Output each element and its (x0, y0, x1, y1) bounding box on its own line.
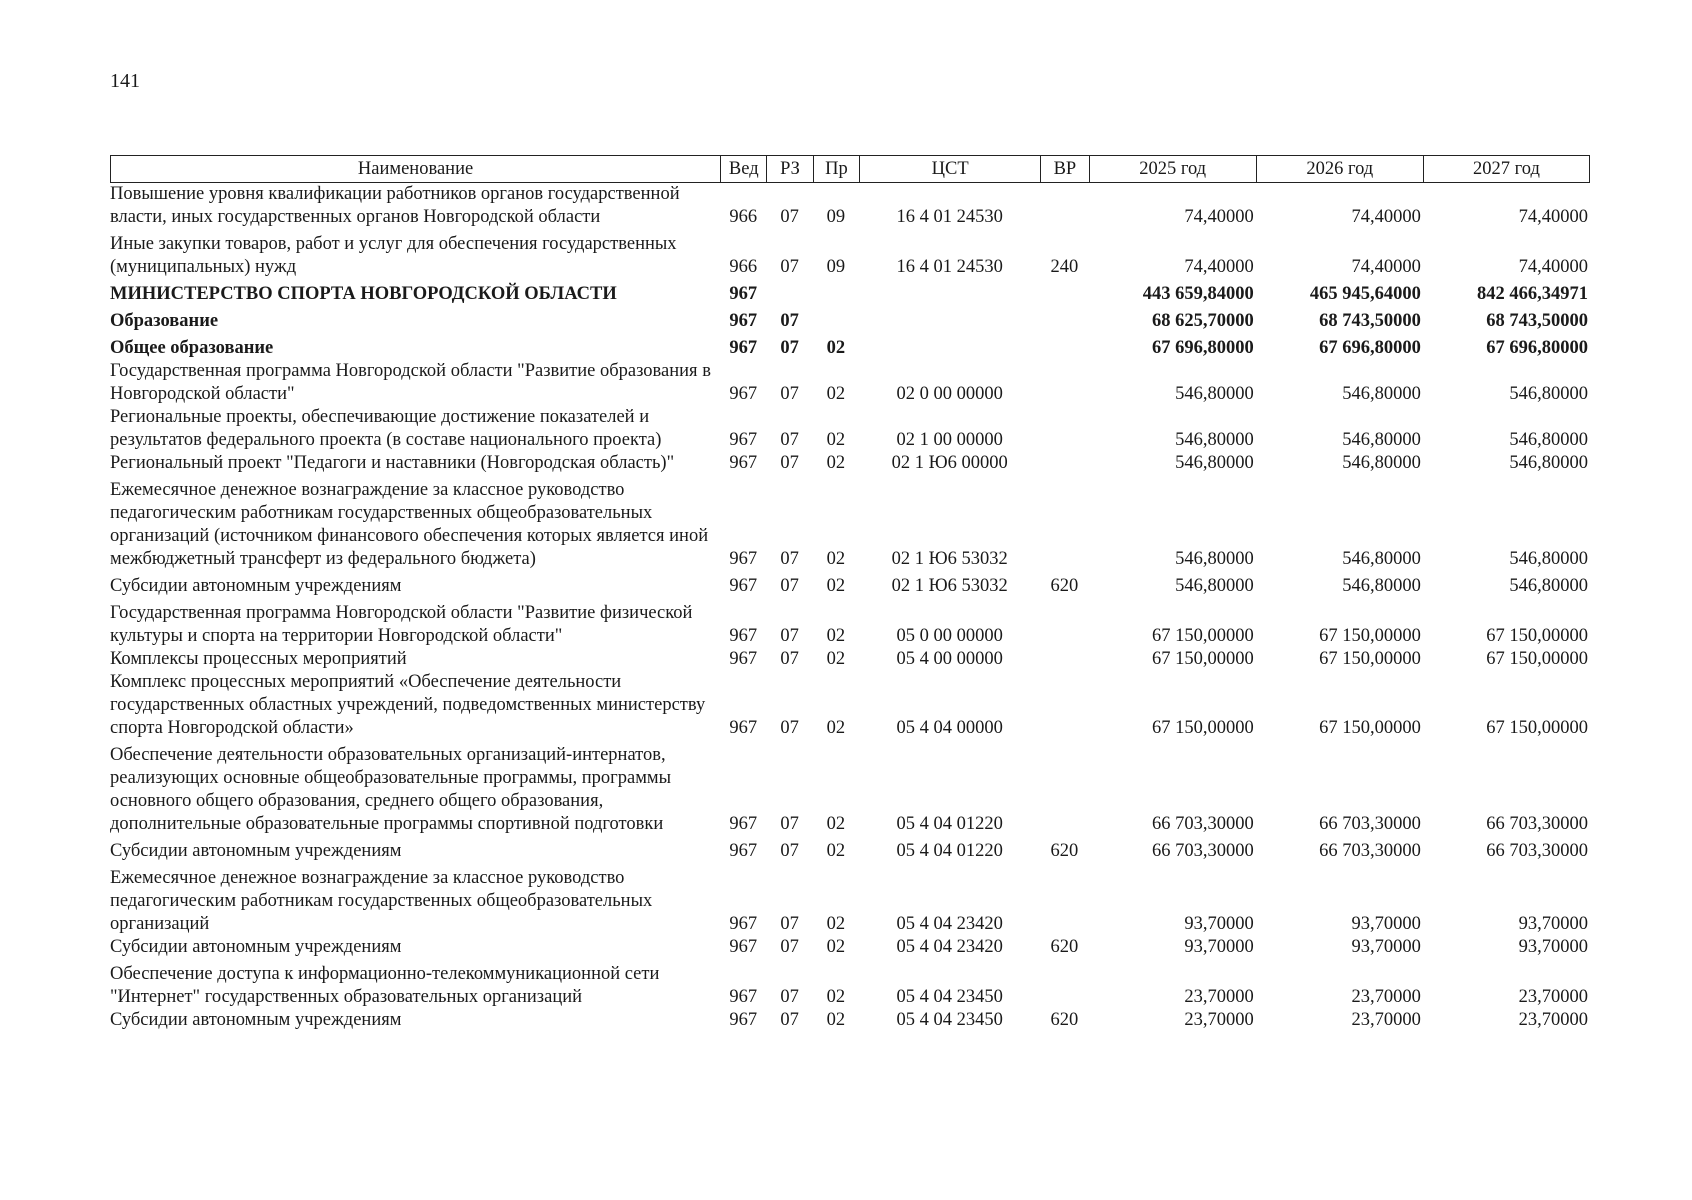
row-cst: 02 0 00 00000 (896, 384, 1003, 404)
budget-table (110, 155, 1590, 1032)
row-amount-2027: 23,70000 (1518, 1010, 1588, 1030)
row-amount-2027: 74,40000 (1518, 207, 1588, 227)
row-name: Иные закупки товаров, работ и услуг для обеспечения государственных (муниципальных) нужд (110, 234, 677, 277)
table-row (110, 279, 1590, 306)
row-name: Обеспечение деятельности образовательных организаций-интернатов, реализующих основные общеобразовательные программы, программы основного общего образования, среднего общего образования, дополнительные образовательные программы спортивной подготовки (110, 745, 672, 834)
row-cst: 05 4 04 01220 (896, 814, 1003, 834)
row-name: Обеспечение доступа к информационно-телекоммуникационной сети "Интернет" государственных образовательных организаций (110, 964, 660, 1007)
row-name: Субсидии автономным учреждениям (110, 841, 402, 861)
row-amount-2026: 465 945,64000 (1309, 284, 1421, 304)
row-amount-2026: 67 696,80000 (1319, 338, 1421, 358)
row-rz: 07 (780, 453, 799, 473)
table-row (110, 1009, 1590, 1032)
row-name: Общее образование (110, 338, 274, 358)
row-rz: 07 (780, 841, 799, 861)
row-cst: 02 1 Ю6 53032 (891, 549, 1008, 569)
row-name: Повышение уровня квалификации работников органов государственной власти, иных государственных органов Новгородской области (110, 184, 680, 227)
row-pr: 02 (826, 914, 846, 934)
row-vr (1040, 183, 1088, 229)
row-amount-2026: 74,40000 (1351, 207, 1421, 227)
row-rz: 07 (780, 814, 799, 834)
row-amount-2027: 67 696,80000 (1486, 338, 1588, 358)
table-row (110, 863, 1590, 936)
row-pr: 02 (826, 649, 846, 669)
row-rz: 07 (780, 987, 799, 1007)
row-amount-2026: 93,70000 (1351, 937, 1421, 957)
row-amount-2027: 74,40000 (1518, 257, 1588, 277)
table-row (110, 183, 1590, 229)
row-ved: 967 (729, 626, 758, 646)
row-ved: 967 (729, 914, 758, 934)
row-cst (859, 333, 1040, 360)
row-cst: 05 4 04 00000 (896, 718, 1003, 738)
row-amount-2027: 546,80000 (1509, 576, 1588, 596)
row-cst: 16 4 01 24530 (896, 257, 1003, 277)
row-amount-2027: 68 743,50000 (1486, 311, 1588, 331)
row-vr: 620 (1050, 576, 1079, 596)
row-rz: 07 (780, 207, 799, 227)
row-amount-2027: 23,70000 (1518, 987, 1588, 1007)
row-vr (1040, 959, 1088, 1009)
table-row (110, 306, 1590, 333)
row-ved: 967 (729, 284, 758, 304)
row-ved: 967 (729, 649, 758, 669)
row-ved: 967 (729, 430, 758, 450)
row-amount-2026: 67 150,00000 (1319, 718, 1421, 738)
row-amount-2025: 546,80000 (1175, 576, 1254, 596)
row-vr: 620 (1050, 937, 1079, 957)
header-2027: 2027 год (1423, 155, 1590, 183)
row-pr: 02 (826, 937, 846, 957)
row-amount-2025: 546,80000 (1175, 549, 1254, 569)
row-cst: 05 4 04 23450 (896, 987, 1003, 1007)
row-amount-2025: 68 625,70000 (1151, 311, 1254, 331)
row-name: Образование (110, 311, 219, 331)
row-name: Региональный проект "Педагоги и наставники (Новгородская область)" (110, 453, 675, 473)
row-ved: 966 (729, 207, 758, 227)
row-name: Комплекс процессных мероприятий «Обеспечение деятельности государственных областных учреждений, подведомственных министерству спорта Новгородской области» (110, 672, 706, 738)
row-vr (1040, 740, 1088, 836)
row-vr (1040, 475, 1088, 571)
row-vr (1040, 333, 1088, 360)
row-cst (859, 306, 1040, 333)
row-amount-2026: 93,70000 (1351, 914, 1421, 934)
row-amount-2026: 68 743,50000 (1319, 311, 1421, 331)
row-amount-2026: 23,70000 (1351, 1010, 1421, 1030)
row-amount-2027: 93,70000 (1518, 937, 1588, 957)
row-ved: 967 (729, 987, 758, 1007)
row-amount-2025: 23,70000 (1184, 1010, 1254, 1030)
row-name: Субсидии автономным учреждениям (110, 576, 402, 596)
row-amount-2025: 67 150,00000 (1151, 626, 1254, 646)
row-amount-2025: 67 150,00000 (1151, 718, 1254, 738)
table-row (110, 406, 1590, 452)
row-rz: 07 (780, 257, 799, 277)
row-amount-2025: 67 696,80000 (1151, 338, 1254, 358)
row-vr (1040, 598, 1088, 648)
row-name: Ежемесячное денежное вознаграждение за классное руководство педагогическим работникам государственных общеобразовательных организаций (110, 868, 653, 934)
row-ved: 967 (729, 814, 758, 834)
row-cst: 05 4 00 00000 (896, 649, 1003, 669)
row-amount-2027: 66 703,30000 (1486, 814, 1588, 834)
row-cst: 05 4 04 23420 (896, 937, 1003, 957)
row-rz: 07 (780, 384, 799, 404)
row-pr: 09 (826, 207, 846, 227)
row-rz: 07 (780, 649, 799, 669)
row-pr: 02 (826, 384, 846, 404)
table-row (110, 836, 1590, 863)
row-amount-2025: 546,80000 (1175, 430, 1254, 450)
row-amount-2026: 546,80000 (1342, 453, 1421, 473)
table-row (110, 959, 1590, 1009)
row-vr (1040, 671, 1088, 740)
row-cst: 02 1 Ю6 00000 (891, 453, 1008, 473)
row-amount-2026: 66 703,30000 (1319, 814, 1421, 834)
row-cst: 05 4 04 23420 (896, 914, 1003, 934)
row-amount-2025: 443 659,84000 (1142, 284, 1254, 304)
row-name: Государственная программа Новгородской области "Развитие образования в Новгородской области" (110, 361, 711, 404)
row-vr: 620 (1050, 1010, 1079, 1030)
row-ved: 967 (729, 549, 758, 569)
row-vr (1040, 406, 1088, 452)
row-pr: 02 (826, 814, 846, 834)
row-ved: 967 (729, 718, 758, 738)
row-amount-2025: 66 703,30000 (1151, 814, 1254, 834)
row-pr: 02 (826, 987, 846, 1007)
row-ved: 967 (729, 453, 758, 473)
row-vr (1040, 360, 1088, 406)
header-cst: ЦСТ (859, 155, 1040, 183)
row-name: МИНИСТЕРСТВО СПОРТА НОВГОРОДСКОЙ ОБЛАСТИ (110, 284, 617, 304)
row-amount-2026: 67 150,00000 (1319, 626, 1421, 646)
table-row (110, 598, 1590, 648)
row-amount-2027: 546,80000 (1509, 453, 1588, 473)
row-amount-2027: 67 150,00000 (1486, 718, 1588, 738)
row-pr: 02 (826, 453, 846, 473)
row-cst: 02 1 Ю6 53032 (891, 576, 1008, 596)
row-amount-2026: 66 703,30000 (1319, 841, 1421, 861)
table-header-row (110, 155, 1590, 183)
row-amount-2027: 546,80000 (1509, 430, 1588, 450)
row-vr (1040, 863, 1088, 936)
page-number: 141 (110, 70, 140, 92)
row-amount-2027: 546,80000 (1509, 384, 1588, 404)
row-amount-2025: 23,70000 (1184, 987, 1254, 1007)
table-row (110, 936, 1590, 959)
row-amount-2027: 842 466,34971 (1477, 284, 1588, 304)
row-amount-2025: 74,40000 (1184, 257, 1254, 277)
row-amount-2025: 93,70000 (1184, 937, 1254, 957)
row-pr (813, 306, 859, 333)
row-ved: 967 (729, 576, 758, 596)
row-ved: 967 (729, 338, 758, 358)
row-amount-2027: 93,70000 (1518, 914, 1588, 934)
table-row (110, 360, 1590, 406)
row-vr (1040, 279, 1088, 306)
row-pr: 02 (826, 430, 846, 450)
row-amount-2026: 546,80000 (1342, 549, 1421, 569)
row-cst: 05 4 04 23450 (896, 1010, 1003, 1030)
row-ved: 966 (729, 257, 758, 277)
row-rz: 07 (780, 576, 799, 596)
table-row (110, 740, 1590, 836)
row-pr: 02 (826, 718, 846, 738)
header-name: Наименование (110, 155, 720, 183)
row-amount-2025: 67 150,00000 (1151, 649, 1254, 669)
row-rz: 07 (780, 937, 799, 957)
row-ved: 967 (729, 384, 758, 404)
row-cst: 02 1 00 00000 (896, 430, 1003, 450)
row-rz: 07 (780, 430, 799, 450)
row-rz: 07 (780, 914, 799, 934)
row-pr: 09 (826, 257, 846, 277)
row-ved: 967 (729, 841, 758, 861)
row-pr: 02 (826, 1010, 846, 1030)
row-cst: 16 4 01 24530 (896, 207, 1003, 227)
row-ved: 967 (729, 311, 758, 331)
row-amount-2025: 546,80000 (1175, 453, 1254, 473)
row-amount-2027: 546,80000 (1509, 549, 1588, 569)
row-ved: 967 (729, 1010, 758, 1030)
row-cst (859, 279, 1040, 306)
table-row (110, 475, 1590, 571)
row-name: Субсидии автономным учреждениям (110, 1010, 402, 1030)
row-pr: 02 (826, 338, 846, 358)
row-amount-2026: 546,80000 (1342, 384, 1421, 404)
row-rz: 07 (780, 311, 799, 331)
row-name: Субсидии автономным учреждениям (110, 937, 402, 957)
row-vr (1040, 306, 1088, 333)
row-pr: 02 (826, 576, 846, 596)
row-pr: 02 (826, 626, 846, 646)
row-pr: 02 (826, 841, 846, 861)
table-row (110, 229, 1590, 279)
row-amount-2026: 546,80000 (1342, 576, 1421, 596)
table-row (110, 671, 1590, 740)
row-vr: 240 (1050, 257, 1079, 277)
row-vr (1040, 648, 1088, 671)
row-pr (813, 279, 859, 306)
row-cst: 05 0 00 00000 (896, 626, 1003, 646)
table-body (110, 183, 1590, 1032)
row-vr: 620 (1050, 841, 1079, 861)
header-pr: Пр (813, 155, 859, 183)
row-amount-2027: 67 150,00000 (1486, 626, 1588, 646)
row-amount-2025: 546,80000 (1175, 384, 1254, 404)
row-rz (766, 279, 812, 306)
row-amount-2026: 67 150,00000 (1319, 649, 1421, 669)
row-rz: 07 (780, 338, 799, 358)
header-vr: ВР (1040, 155, 1088, 183)
row-cst: 05 4 04 01220 (896, 841, 1003, 861)
row-name: Комплексы процессных мероприятий (110, 649, 407, 669)
header-ved: Вед (720, 155, 766, 183)
header-2025: 2025 год (1089, 155, 1256, 183)
row-amount-2026: 546,80000 (1342, 430, 1421, 450)
header-2026: 2026 год (1256, 155, 1423, 183)
table-row (110, 333, 1590, 360)
row-rz: 07 (780, 626, 799, 646)
row-amount-2027: 67 150,00000 (1486, 649, 1588, 669)
row-name: Ежемесячное денежное вознаграждение за классное руководство педагогическим работникам государственных общеобразовательных организаций (источником финансового обеспечения которых является иной межбюджетный трансферт из федерального бюджета) (110, 480, 709, 569)
table-row (110, 452, 1590, 475)
row-amount-2025: 74,40000 (1184, 207, 1254, 227)
table-row (110, 571, 1590, 598)
row-vr (1040, 452, 1088, 475)
row-amount-2025: 66 703,30000 (1151, 841, 1254, 861)
row-name: Региональные проекты, обеспечивающие достижение показателей и результатов федерального проекта (в составе национального проекта) (110, 407, 662, 450)
header-rz: РЗ (766, 155, 812, 183)
row-rz: 07 (780, 718, 799, 738)
row-rz: 07 (780, 549, 799, 569)
row-pr: 02 (826, 549, 846, 569)
row-name: Государственная программа Новгородской области "Развитие физической культуры и спорта на территории Новгородской области" (110, 603, 693, 646)
row-amount-2025: 93,70000 (1184, 914, 1254, 934)
table-row (110, 648, 1590, 671)
row-amount-2026: 74,40000 (1351, 257, 1421, 277)
row-amount-2026: 23,70000 (1351, 987, 1421, 1007)
row-rz: 07 (780, 1010, 799, 1030)
row-amount-2027: 66 703,30000 (1486, 841, 1588, 861)
row-ved: 967 (729, 937, 758, 957)
